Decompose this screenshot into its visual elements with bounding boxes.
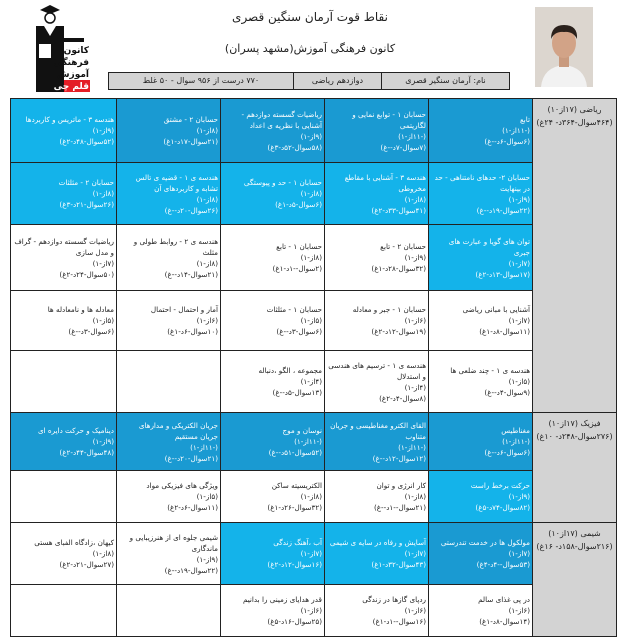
topic-questions: (۱۱سوال-۸د-۱غ): [479, 327, 530, 336]
topic-questions: (۱۱سوال-۶د-۲غ): [167, 503, 218, 512]
topic-name: مولکول ها در خدمت تندرستی: [440, 538, 530, 547]
topic-cell: [117, 351, 221, 413]
topic-questions: (۲۶سوال-۲۰د--غ): [164, 205, 218, 215]
student-result: ۷۷۰ درست از ۹۵۶ سوال - ۵۰ غلط: [142, 76, 260, 85]
topic-cell: [325, 413, 429, 471]
topic-score: (-۱۱از-۱): [398, 442, 426, 452]
topic-cell: [325, 471, 429, 523]
topic-score: (۶از-۱): [404, 316, 426, 325]
topic-cell: [117, 163, 221, 225]
topic-cell: [221, 471, 325, 523]
topic-cell: [11, 225, 117, 291]
topic-cell: [325, 99, 429, 163]
topic-questions: (۶سوال-۵د-۱غ): [275, 200, 322, 209]
topic-name: الکتریسیته ساکن: [271, 481, 322, 490]
table-row: [11, 225, 617, 291]
topic-score: (۸از-۱): [300, 189, 322, 198]
topic-score: (۸از-۱): [196, 194, 218, 204]
topic-cell: [221, 291, 325, 351]
topic-questions: (۴۸سوال-۴۴د-۲غ): [59, 448, 114, 457]
topic-name: حسابان ۱ - جبر و معادله: [352, 305, 426, 314]
topic-score: (۸از-۱): [404, 492, 426, 501]
topic-cell: [325, 351, 429, 413]
topic-name: دینامیک و حرکت دایره ای: [37, 426, 114, 435]
topic-cell: [11, 523, 117, 585]
student-name: نام: آرمان سنگیر قصری: [381, 73, 509, 89]
topic-questions: (۱۴سوال-۸د-۱غ): [479, 617, 530, 626]
topic-name: حسابان ۲- حدهای نامتناهی - حد در بینهایت: [434, 172, 530, 193]
topic-score: (۵از-۱): [508, 377, 530, 386]
topic-cell: [11, 291, 117, 351]
topic-score: (۹از-۱): [300, 131, 322, 141]
topic-name: نوسان و موج: [282, 426, 322, 435]
topic-name: معادله ها و نامعادله ها: [47, 305, 114, 314]
topic-questions: (۱۳سوال-۵د--غ): [272, 388, 322, 397]
topic-name: قدر هدایای زمینی را بدانیم: [242, 595, 322, 604]
logo-text-1: کانون: [63, 46, 89, 56]
topic-name: حسابان ۲ - تابع: [380, 242, 426, 251]
topic-cell: [11, 351, 117, 413]
topic-score: (-۱۱از-۱): [502, 437, 530, 446]
topic-name: کیهان ،زادگاه الفبای هستی: [34, 538, 114, 547]
page-title: نقاط قوت آرمان سنگین قصری: [232, 10, 388, 24]
topic-cell: [325, 291, 429, 351]
topic-questions: (۲۶سوال-۲۱د-۳غ): [59, 200, 114, 209]
topic-questions: (۶سوال-۶د--غ): [484, 137, 530, 146]
topic-cell: [117, 99, 221, 163]
student-photo: [535, 7, 593, 87]
subject-label: شیمی (۱۷از۱۰) (۲۱۶سوال-۱۵۸د- ۱۶غ): [533, 523, 617, 637]
topic-questions: (۱۲سوال-۱۲د--غ): [372, 453, 426, 463]
table-row: [11, 413, 617, 471]
topic-score: (۸از-۱): [196, 126, 218, 135]
topic-questions: (۵۳سوال--۴د-۴غ): [476, 560, 530, 569]
topic-questions: (۲سوال--۱د-۱غ): [272, 264, 322, 273]
topic-score: (۹از-۱): [196, 554, 218, 564]
topic-questions: (۲۲سوال-۱۹د--غ): [164, 565, 218, 575]
topic-score: (۹از-۱): [404, 253, 426, 262]
topic-name: هندسه ی ۱ - چند ضلعی ها: [450, 366, 530, 375]
topic-name: هندسه ۳ - آشنایی با مقاطع مخروطی: [344, 172, 426, 193]
topic-cell: [325, 163, 429, 225]
topic-cell: [221, 351, 325, 413]
topic-score: (-۱۱از-۱): [294, 437, 322, 446]
topic-cell: [429, 523, 533, 585]
topic-score: (۷از-۱): [92, 258, 114, 268]
topic-score: (۴از-۱): [300, 377, 322, 386]
topic-score: (۶از-۱): [300, 606, 322, 615]
topic-score: (۸از-۱): [300, 492, 322, 501]
topic-name: در پی غذای سالم: [478, 595, 530, 604]
student-info-bar: [108, 72, 510, 90]
topic-cell: [117, 471, 221, 523]
topic-questions: (۵۰سوال-۲۴د-۲غ): [59, 269, 114, 279]
topic-name: شیمی جلوه ای از هنرزیبایی و ماندگاری: [129, 532, 218, 553]
topic-score: (۸از-۱): [196, 258, 218, 268]
topic-name: ویژگی های فیزیکی مواد: [146, 481, 218, 490]
topic-questions: (۲۷سوال-۲۱د-۲غ): [59, 560, 114, 569]
topic-questions: (۵۲سوال-۴۸د-۲غ): [59, 137, 114, 146]
topic-cell: [221, 99, 325, 163]
topic-name: جریان الکتریکی و مدارهای جریان مستقیم: [138, 420, 218, 441]
topic-cell: [325, 585, 429, 637]
table-row: [11, 471, 617, 523]
topic-questions: (۵۲سوال-۵۱د--غ): [268, 448, 322, 457]
topic-name: آمار و احتمال - احتمال: [150, 305, 218, 314]
topic-name: هندسه ی ۲ - روابط طولی و مثلث: [133, 236, 218, 257]
topic-score: (۴از-۱): [404, 382, 426, 392]
topic-cell: [11, 163, 117, 225]
topic-cell: [11, 99, 117, 163]
topic-cell: [117, 291, 221, 351]
topic-cell: [221, 413, 325, 471]
topic-name: ریاضیات گسسته دوازدهم - آشنایی با نظریه ی اعداد: [241, 109, 322, 130]
topic-questions: (۱۰سوال-۶د-۱غ): [167, 327, 218, 336]
strengths-table: [10, 98, 617, 637]
topic-score: (۶از-۱): [196, 316, 218, 325]
topic-score: (۷از-۱): [404, 549, 426, 558]
topic-questions: (۸سوال-۴د-۲غ): [379, 393, 426, 403]
page-subtitle: کانون فرهنگی آموزش(مشهد پسران): [224, 42, 396, 55]
topic-score: (۶از-۱): [404, 606, 426, 615]
topic-cell: [429, 291, 533, 351]
topic-score: (۸از-۱): [92, 189, 114, 198]
topic-cell: [325, 523, 429, 585]
topic-score: (۷از-۱): [508, 258, 530, 268]
topic-score: (۸از-۱): [404, 194, 426, 204]
topic-score: (۹از-۱): [508, 492, 530, 501]
table-row: [11, 351, 617, 413]
topic-name: حسابان ۲ - مثلثات: [58, 178, 114, 187]
topic-name: آشنایی با مبانی ریاضی: [462, 305, 530, 314]
topic-questions: (۹سوال-۴د--غ): [484, 388, 530, 397]
topic-name: توان های گویا و عبارت های جبری: [448, 236, 530, 257]
topic-cell: [325, 225, 429, 291]
topic-questions: (۱۶سوال-۱۲د-۲غ): [267, 560, 322, 569]
topic-name: آب ،آهنگ زندگی: [273, 538, 322, 547]
topic-cell: [221, 163, 325, 225]
topic-questions: (۲۲سوال-۱۹د--غ): [476, 205, 530, 215]
topic-name: تابع: [519, 115, 530, 124]
table-row: [11, 163, 617, 225]
topic-questions: (۵۸سوال-۵۲د-۳غ): [267, 142, 322, 152]
subject-label: فیزیک (۱۷از۱۰) (۲۷۶سوال-۲۴۸د- ۱۰غ): [533, 413, 617, 523]
topic-cell: [429, 225, 533, 291]
topic-name: مجموعه ، الگو ،دنباله: [258, 366, 322, 375]
subject-label: ریاضی (۱۷از۱۰) (۴۶۴سوال-۳۶۴د- ۲۴غ): [533, 99, 617, 413]
topic-name: حسابان ۱ - توابع نمایی و لگاریتمی: [352, 109, 426, 130]
kanoon-logo: [26, 4, 90, 92]
topic-name: حسابان ۲ - مشتق: [163, 115, 218, 124]
table-row: [11, 523, 617, 585]
topic-questions: (۱۹سوال-۱۲د-۲غ): [371, 327, 426, 336]
topic-score: (۶از-۱): [508, 606, 530, 615]
topic-name: کار انرژی و توان: [376, 481, 426, 490]
topic-score: (۸از-۱): [92, 549, 114, 558]
student-grade: دوازدهم ریاضی: [293, 73, 381, 89]
topic-questions: (۱۷سوال-۱۳د-۲غ): [475, 269, 530, 279]
logo-text-2: فرهنگی: [53, 58, 89, 68]
topic-questions: (۶سوال-۳د--غ): [68, 327, 114, 336]
topic-score: (۵از-۱): [196, 492, 218, 501]
topic-cell: [117, 585, 221, 637]
topic-score: (-۱۱از-۱): [398, 131, 426, 141]
topic-cell: [429, 163, 533, 225]
topic-cell: [117, 523, 221, 585]
topic-name: القای الکترو مغناطیسی و جریان متناوب: [330, 420, 426, 441]
topic-name: حسابان ۱ - حد و پیوستگی: [243, 178, 322, 187]
topic-score: (۷از-۱): [300, 549, 322, 558]
topic-name: حسابان ۱ - مثلثات: [266, 305, 322, 314]
topic-cell: [221, 585, 325, 637]
topic-score: (۷از-۱): [508, 316, 530, 325]
topic-cell: [117, 413, 221, 471]
table-row: [11, 585, 617, 637]
topic-questions: (۷سوال-۷د--غ): [380, 142, 426, 152]
topic-score: (۵از-۱): [300, 316, 322, 325]
topic-questions: (۲۱سوال-۱۷د-۱غ): [163, 137, 218, 146]
topic-score: (-۱۱از-۱): [502, 126, 530, 135]
topic-score: (۵از-۱): [92, 316, 114, 325]
topic-score: (-۱۱از-۱): [190, 442, 218, 452]
topic-questions: (۸۲سوال-۷۴د-۵غ): [475, 503, 530, 512]
topic-name: ریاضیات گسسته دوازدهم - گراف و مدل سازی: [14, 236, 114, 257]
table-row: [11, 99, 617, 163]
topic-cell: [429, 99, 533, 163]
logo-text-3: آموزش: [57, 70, 89, 80]
topic-name: حرکت برخط راست: [470, 481, 530, 490]
topic-score: (۹از-۱): [92, 126, 114, 135]
topic-name: هندسه ی ۱ - قضیه ی تالس تشابه و کاربردهای آن: [135, 172, 218, 193]
topic-cell: [429, 413, 533, 471]
topic-questions: (۲۱سوال-۱۴د--غ): [164, 269, 218, 279]
topic-cell: [11, 413, 117, 471]
topic-cell: [11, 585, 117, 637]
topic-cell: [429, 351, 533, 413]
topic-name: حسابان ۱ - تابع: [276, 242, 322, 251]
topic-questions: (۴۳سوال-۳۲د-۱غ): [371, 560, 426, 569]
topic-score: (۹از-۱): [92, 437, 114, 446]
table-row: [11, 291, 617, 351]
topic-cell: [429, 471, 533, 523]
topic-questions: (۴۱سوال-۳۳د-۲غ): [371, 205, 426, 215]
topic-cell: [429, 585, 533, 637]
topic-cell: [221, 523, 325, 585]
logo-text-4: قلم چی: [53, 82, 89, 92]
topic-score: (۸از-۱): [300, 253, 322, 262]
topic-questions: (۲۱سوال--۱د--غ): [373, 503, 426, 512]
topic-cell: [11, 471, 117, 523]
topic-questions: (۱۶سوال--۱د-۱غ): [372, 617, 426, 626]
topic-name: ردپای گازها در زندگی: [362, 595, 426, 604]
topic-name: آسایش و رفاه در سایه ی شیمی: [329, 538, 426, 547]
topic-questions: (۳۲سوال-۲۸د-۱غ): [371, 264, 426, 273]
topic-questions: (۳۲سوال-۲۶د-۱غ): [267, 503, 322, 512]
topic-name: هندسه ی ۱ - ترسیم های هندسی و استدلال: [328, 360, 426, 381]
topic-name: هندسه ۳ - ماتریس و کاربردها: [25, 115, 114, 124]
topic-questions: (۲۵سوال-۱۶د-۵غ): [267, 617, 322, 626]
topic-questions: (۶سوال-۶د--غ): [484, 448, 530, 457]
report-header: [0, 0, 626, 95]
topic-cell: [117, 225, 221, 291]
topic-score: (۹از-۱): [508, 194, 530, 204]
topic-score: (۷از-۱): [508, 549, 530, 558]
topic-name: مغناطیس: [501, 426, 530, 435]
topic-questions: (۶سوال-۳د--غ): [276, 327, 322, 336]
topic-cell: [221, 225, 325, 291]
topic-questions: (۲۱سوال-۲۰د--غ): [164, 453, 218, 463]
